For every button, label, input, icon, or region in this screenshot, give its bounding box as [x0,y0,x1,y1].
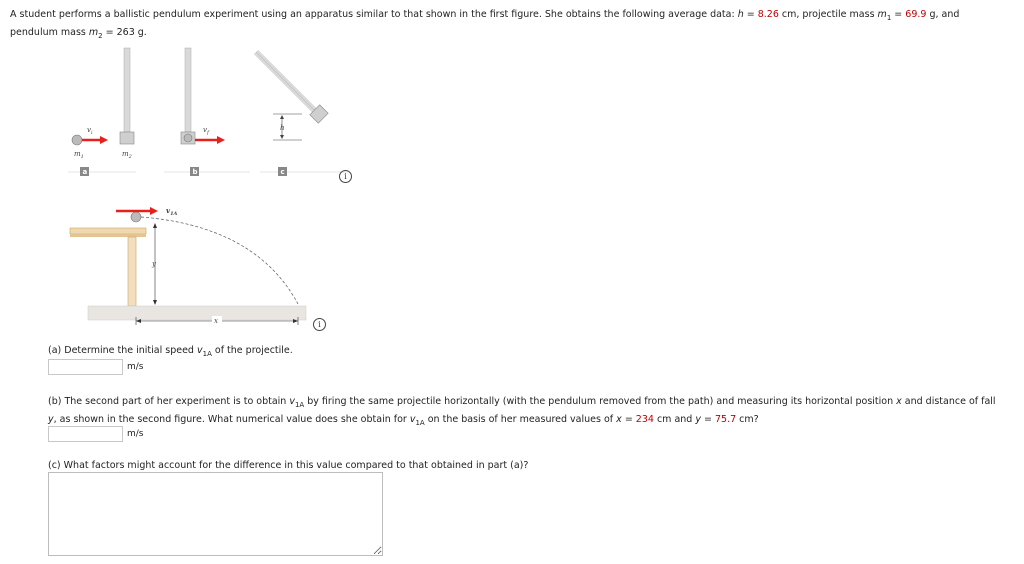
x-value: 234 [635,414,654,425]
h-arrowhead-up [280,115,284,119]
part-b-line-1: (b) The second part of her experiment is to obtain $v_{1A}$ by firing the same projectile horizontally (with the pendulum removed from the path) and measuring its horizontal position x and distance of fall [48,396,996,409]
part-c-question: (c) What factors might account for the difference in this value compared to that obtained in part (a)? [48,460,529,471]
label-vi: $v_i$ [87,126,93,136]
m1-value: 69.9 [905,9,927,20]
y-arrowhead-down [153,300,157,305]
ballistic-pendulum-figure [60,44,350,184]
tag-a: a [82,168,88,176]
label-vf: $v_f$ [203,126,209,136]
problem-line-2: pendulum mass $m_2 = 263$ g. [10,27,147,40]
projectile-b [184,134,192,142]
trajectory [141,217,298,304]
label-h: h [280,124,285,132]
pendulum-rod-b [185,48,191,132]
projectile-table-figure [66,196,316,330]
figure-1-info-icon[interactable]: i [339,170,352,183]
velocity-arrowhead-a [100,136,108,144]
label-v1a: $v_{1A}$ [166,206,178,217]
m2-value: = 263 g. [102,27,147,38]
tag-c: c [280,168,285,176]
projectile-a [72,135,82,145]
y-arrowhead-up [153,223,157,228]
label-y: y [152,260,156,268]
floor [88,306,306,320]
table-leg [128,237,136,306]
table-top [70,228,146,234]
part-b-unit: m/s [127,429,144,439]
figure-2-info-icon[interactable]: i [313,318,326,331]
label-m1: $m_1$ [74,150,84,160]
part-b-question [48,393,1018,429]
pendulum-bob-a [120,132,134,144]
pendulum-rod-c-edge [256,52,318,114]
part-a-answer-input[interactable] [48,359,123,375]
part-b-line-2: y, as shown in the second figure. What numerical value does she obtain for $v_{1A}$ on the basis of her measured values of x = 234 cm and y = 75.7 cm? [48,414,759,427]
problem-statement [10,6,1015,42]
h-value: 8.26 [757,9,779,20]
velocity-arrowhead [150,207,158,215]
velocity-arrowhead-b [217,136,225,144]
problem-line-1: A student performs a ballistic pendulum experiment using an apparatus similar to that shown in the first figure. She obtains the following average data: h = 8.26 cm, projectile mass $m_1 = 69.9$ g, and [10,9,960,22]
part-a-question: (a) Determine the initial speed $v_{1A}$ of the projectile. [48,345,293,358]
tag-b: b [192,168,198,176]
part-a-unit: m/s [127,362,144,372]
label-x: x [214,317,218,325]
table-top-shadow [70,234,146,237]
projectile [131,212,141,222]
pendulum-rod-a [124,48,130,132]
y-value: 75.7 [714,414,737,425]
h-arrowhead-down [280,135,284,139]
part-c-answer-textarea[interactable] [48,472,383,556]
label-m2: $m_2$ [122,150,132,160]
part-b-answer-input[interactable] [48,426,123,442]
